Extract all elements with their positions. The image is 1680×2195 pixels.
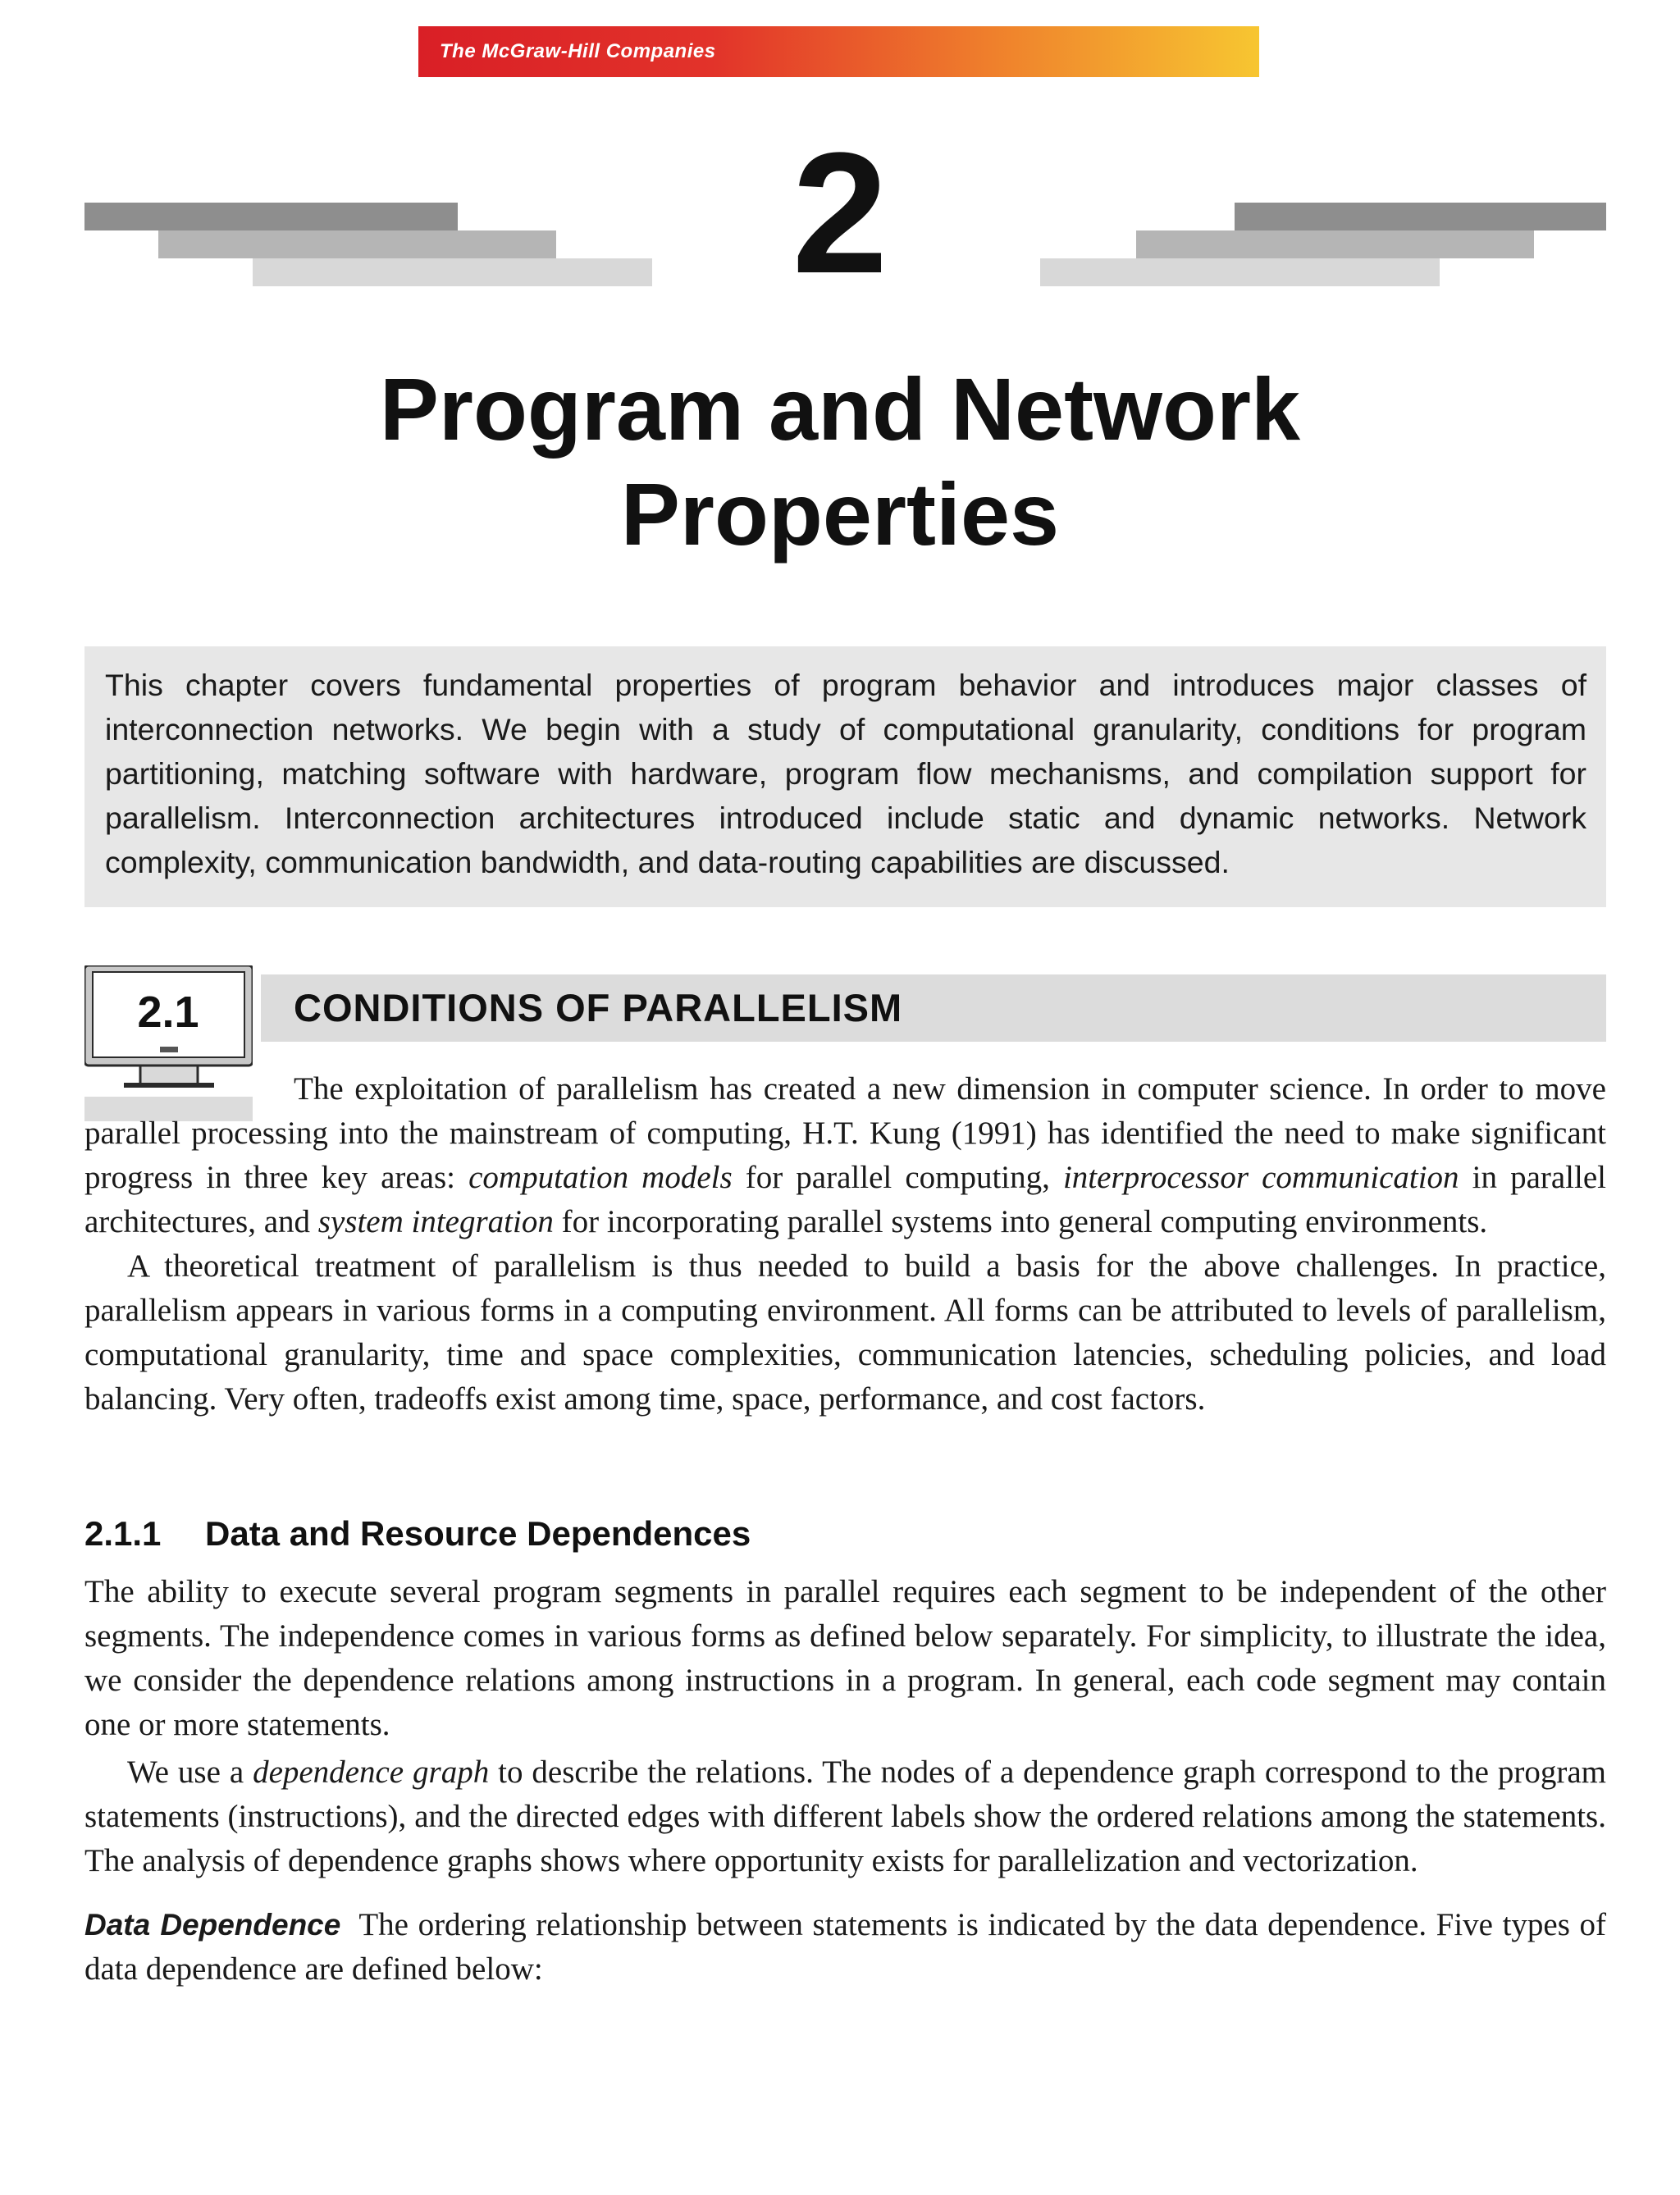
section-number: 2.1 — [137, 988, 199, 1037]
data-dependence-heading: Data Dependence — [84, 1908, 341, 1942]
chapter-title-line-2: Properties — [620, 464, 1060, 564]
term-interprocessor-communication: interprocessor communication — [1062, 1160, 1459, 1195]
chapter-abstract-box — [84, 646, 1606, 907]
section-body — [84, 1067, 1606, 1422]
section-paragraph-1: The exploitation of parallelism has created a new dimension in computer science. In order to move parallel processing into the mainstream of computing, H.T. Kung (1991) has identified the need to make significant progress in three key areas: computation models for parallel computing, interprocessor communication in parallel architectures, and system integration for incorporating parallel systems into general computing environments. — [84, 1071, 1606, 1239]
section-paragraph-2: A theoretical treatment of parallelism is thus needed to build a basis for the above challenges. In practice, parallelism appears in various forms in a computing environment. All forms can be attributed to levels of parallelism, computational granularity, time and space complexities, communication latencies, scheduling policies, and load balancing. Very often, tradeoffs exist among time, space, performance, and cost factors. — [84, 1248, 1606, 1417]
chapter-abstract: This chapter covers fundamental properties of program behavior and introduces major classes of interconnection networks. We begin with a study of computational granularity, conditions for program partitioning, matching software with hardware, program flow mechanisms, and compilation support for parallelism. Interconnection architectures introduced include static and dynamic networks. Network complexity, communication bandwidth, and data-routing capabilities are discussed. — [105, 668, 1586, 879]
chapter-number: 2 — [792, 116, 888, 309]
subsection-paragraph-3: Data Dependence The ordering relationship between statements is indicated by the data dependence. Five types of data dependence are defined below: — [84, 1907, 1606, 1987]
subsection-body — [84, 1570, 1606, 1992]
chapter-title-line-1: Program and Network — [379, 359, 1301, 459]
subsection-paragraph-2: We use a dependence graph to describe the relations. The nodes of a dependence graph correspond to the program statements (instructions), and the directed edges with different labels show the ordered relations among the statements. The analysis of dependence graphs shows where opportunity exists for parallelization and vectorization. — [84, 1755, 1606, 1878]
section-title: CONDITIONS OF PARALLELISM — [294, 986, 903, 1029]
chapter-title — [0, 357, 1680, 567]
subsection-number: 2.1.1 — [84, 1514, 162, 1553]
term-system-integration: system integration — [317, 1204, 554, 1239]
subsection-heading — [84, 1508, 751, 1560]
publisher-name: The McGraw-Hill Companies — [440, 40, 716, 62]
publisher-banner — [418, 26, 1259, 77]
term-dependence-graph: dependence graph — [253, 1755, 490, 1790]
subsection-title: Data and Resource Dependences — [205, 1514, 751, 1553]
subsection-paragraph-1: The ability to execute several program segments in parallel requires each segment to be independent of the other segments. The independence comes in various forms as defined below separately. For simplicity, to illustrate the idea, we consider the dependence relations among instructions in a program. In general, each code segment may contain one or more statements. — [84, 1574, 1606, 1742]
term-computation-models: computation models — [468, 1160, 733, 1195]
